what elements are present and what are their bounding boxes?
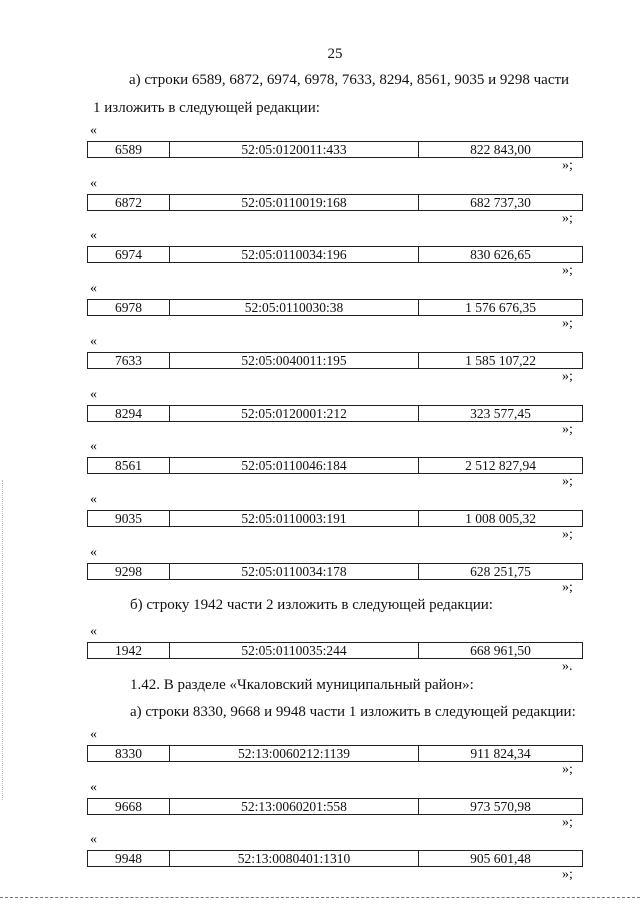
row-number-cell: 8561 xyxy=(88,458,170,473)
table-row xyxy=(87,850,583,867)
cadastral-value-cell: 628 251,75 xyxy=(470,563,531,579)
table-row xyxy=(87,246,583,263)
row-number-cell: 6589 xyxy=(88,142,170,157)
open-quote: « xyxy=(90,123,97,138)
scan-edge-mark xyxy=(2,480,3,800)
close-quote: »; xyxy=(562,527,573,542)
cadastral-value-cell: 830 626,65 xyxy=(470,246,531,262)
open-quote: « xyxy=(90,545,97,560)
cadastral-value-cell: 973 570,98 xyxy=(470,798,531,814)
open-quote: « xyxy=(90,780,97,795)
intro-paragraph-line-1: а) строки 6589, 6872, 6974, 6978, 7633, 8294, 8561, 9035 и 9298 части xyxy=(129,72,570,88)
table-row xyxy=(87,745,583,762)
cadastral-number-cell: 52:05:0110030:38 xyxy=(170,300,419,315)
close-quote: »; xyxy=(562,474,573,489)
table-row xyxy=(87,798,583,815)
cadastral-number-cell: 52:05:0110046:184 xyxy=(170,458,419,473)
cadastral-number-cell: 52:13:0080401:1310 xyxy=(170,851,419,866)
cadastral-number-cell: 52:05:0120001:212 xyxy=(170,406,419,421)
cadastral-value-cell: 1 576 676,35 xyxy=(465,299,536,315)
table-row xyxy=(87,563,583,580)
cadastral-value-cell: 911 824,34 xyxy=(470,745,531,761)
cadastral-number-cell: 52:05:0110003:191 xyxy=(170,511,419,526)
cadastral-value-cell: 2 512 827,94 xyxy=(465,457,536,473)
table-row xyxy=(87,457,583,474)
section-1-42-a-paragraph: а) строки 8330, 9668 и 9948 части 1 изложить в следующей редакции: xyxy=(130,704,576,720)
table-row xyxy=(87,194,583,211)
close-quote: »; xyxy=(562,580,573,595)
row-number-cell: 8330 xyxy=(88,746,170,761)
intro-paragraph-line-2: 1 изложить в следующей редакции: xyxy=(93,100,320,116)
cadastral-value-cell: 668 961,50 xyxy=(470,642,531,658)
page-number: 25 xyxy=(327,46,343,62)
open-quote: « xyxy=(90,832,97,847)
open-quote: « xyxy=(90,624,97,639)
open-quote: « xyxy=(90,439,97,454)
open-quote: « xyxy=(90,334,97,349)
section-1-42-heading: 1.42. В разделе «Чкаловский муниципальный район»: xyxy=(130,677,474,693)
cadastral-value-cell: 905 601,48 xyxy=(470,850,531,866)
row-number-cell: 6974 xyxy=(88,247,170,262)
row-number-cell: 1942 xyxy=(88,643,170,658)
close-quote: »; xyxy=(562,762,573,777)
open-quote: « xyxy=(90,281,97,296)
cadastral-value-cell: 822 843,00 xyxy=(470,141,531,157)
open-quote: « xyxy=(90,387,97,402)
cadastral-number-cell: 52:05:0110019:168 xyxy=(170,195,419,210)
bottom-scan-rule xyxy=(0,897,640,898)
cadastral-number-cell: 52:13:0060201:558 xyxy=(170,799,419,814)
section-b-paragraph: б) строку 1942 части 2 изложить в следующей редакции: xyxy=(130,597,493,613)
row-number-cell: 9298 xyxy=(88,564,170,579)
cadastral-number-cell: 52:05:0040011:195 xyxy=(170,353,419,368)
cadastral-number-cell: 52:05:0110034:196 xyxy=(170,247,419,262)
table-row xyxy=(87,299,583,316)
table-row xyxy=(87,642,583,659)
table-row xyxy=(87,405,583,422)
row-number-cell: 9668 xyxy=(88,799,170,814)
cadastral-value-cell: 682 737,30 xyxy=(470,194,531,210)
close-quote: »; xyxy=(562,263,573,278)
cadastral-value-cell: 1 585 107,22 xyxy=(465,352,536,368)
row-number-cell: 9948 xyxy=(88,851,170,866)
table-row xyxy=(87,141,583,158)
row-number-cell: 7633 xyxy=(88,353,170,368)
cadastral-number-cell: 52:05:0110035:244 xyxy=(170,643,419,658)
cadastral-value-cell: 323 577,45 xyxy=(470,405,531,421)
close-quote: »; xyxy=(562,867,573,882)
row-number-cell: 8294 xyxy=(88,406,170,421)
table-row xyxy=(87,352,583,369)
row-number-cell: 9035 xyxy=(88,511,170,526)
cadastral-number-cell: 52:05:0110034:178 xyxy=(170,564,419,579)
open-quote: « xyxy=(90,492,97,507)
cadastral-number-cell: 52:13:0060212:1139 xyxy=(170,746,419,761)
cadastral-number-cell: 52:05:0120011:433 xyxy=(170,142,419,157)
row-number-cell: 6978 xyxy=(88,300,170,315)
close-quote: »; xyxy=(562,815,573,830)
open-quote: « xyxy=(90,228,97,243)
close-quote: »; xyxy=(562,369,573,384)
close-quote: »; xyxy=(562,211,573,226)
close-quote: »; xyxy=(562,422,573,437)
open-quote: « xyxy=(90,727,97,742)
close-quote: »; xyxy=(562,316,573,331)
cadastral-value-cell: 1 008 005,32 xyxy=(465,510,536,526)
close-quote: ». xyxy=(562,659,573,674)
table-row xyxy=(87,510,583,527)
row-number-cell: 6872 xyxy=(88,195,170,210)
close-quote: »; xyxy=(562,158,573,173)
open-quote: « xyxy=(90,176,97,191)
